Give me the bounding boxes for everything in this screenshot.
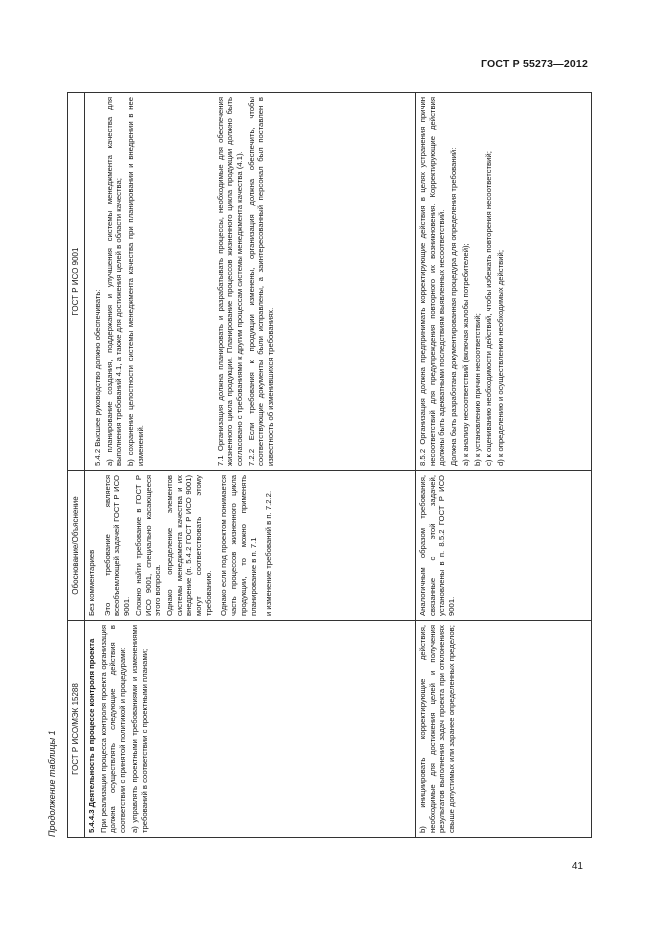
cell-rationale xyxy=(85,471,416,621)
paragraph: Это требование является всеобъемлющей задачей ГОСТ Р ИСО 9001. xyxy=(102,475,132,616)
cell-rationale xyxy=(416,471,592,621)
list-item: c) к оцениванию необходимости действий, чтобы избежать повторения несоответствий; xyxy=(484,151,494,466)
paragraph: 5.4.2 Высшее руководство должно обеспечивать: xyxy=(93,289,102,466)
column-header-rationale: Обоснование/Объяснение xyxy=(68,471,85,621)
cell-iso9001 xyxy=(85,93,416,471)
table-row xyxy=(416,93,592,838)
list-item: b) к установлению причин несоответствий; xyxy=(472,313,482,466)
cell-iso15288 xyxy=(85,621,416,838)
paragraph: b) инициировать корректирующие действия, необходимые для достижения целей и получения результатов выполнения задач проекта при отклонениях свыше допустимых или заранее определенных пределов; xyxy=(418,625,457,833)
paragraph: При реализации процесса контроля проекта организация должна осуществлять следующие действия в соответствии с принятой политикой и процедурами: xyxy=(98,625,128,833)
paragraph: a) планирование создания, поддержания и улучшения системы менеджмента качества для выполнения требований 4.1, а также для достижения целей в области качества; xyxy=(104,97,124,466)
paragraph: Должна быть разработана документированная процедура для определения требований: xyxy=(449,147,459,466)
cell-iso15288 xyxy=(416,621,592,838)
comparison-table xyxy=(67,92,592,838)
paragraph: Однако определение элементов системы менеджмента качества и их внедрение (п. 5.4.2 ГОСТ Р ИСО 9001) могут соответствовать этому требованию. xyxy=(164,475,213,616)
column-header-iso15288: ГОСТ Р ИСО/МЭК 15288 xyxy=(68,621,85,838)
paragraph: Однако если под проектом понимается часть процессов жизненного цикла продукции, то можно применять планирование в п. 7.1 xyxy=(219,475,258,616)
paragraph: Аналогичным образом требования, связанные с этой задачей, установлены в п. 8.5.2 ГОСТ Р ИСО 9001. xyxy=(418,475,457,616)
list-item: d) к определению и осуществлению необходимых действий; xyxy=(495,250,505,466)
list-item: a) к анализу несоответствий (включая жалобы потребителей); xyxy=(460,243,470,466)
table-caption: Продолжение таблицы 1 xyxy=(47,730,57,837)
page-number: 41 xyxy=(571,861,583,872)
paragraph: Без комментариев xyxy=(87,549,96,616)
paragraph: 7.2.2 Если требования к продукции изменены, организация должна обеспечить, чтобы соответствующие документы были исправлены, а заинтересованный персонал был поставлен в известность об изменившихся требованиях. xyxy=(246,97,276,466)
section-heading: 5.4.4.3 Деятельность в процессе контроля проекта xyxy=(87,638,96,833)
column-header-iso9001: ГОСТ Р ИСО 9001 xyxy=(68,93,85,471)
standard-designation: ГОСТ Р 55273—2012 xyxy=(480,58,588,70)
paragraph: и изменение требований в п. 7.2.2. xyxy=(264,490,274,616)
table-header-row xyxy=(68,93,85,838)
cell-iso9001 xyxy=(416,93,592,471)
paragraph: 7.1 Организация должна планировать и разрабатывать процессы, необходимые для обеспечения жизненного цикла продукции. Планирование процессов жизненного цикла продукции должно быть согласовано с требованиями к другим процессам системы менеджмента качества (4.1). xyxy=(215,97,244,466)
table-row xyxy=(85,93,416,838)
rotated-table-block xyxy=(47,93,592,838)
paragraph: Сложно найти требование в ГОСТ Р ИСО 9001, специально касающееся этого вопроса. xyxy=(133,475,163,616)
paragraph: a) управлять проектными требованиями и изменениями требований в соответствии с проектными планами; xyxy=(129,625,149,833)
paragraph: 8.5.2 Организация должна предпринимать корректирующие действия в целях устранения причин несоответствий для предупреждения повторного их возникновения. Корректирующие действия должны быть адекватными последствиям выявленных несоответствий. xyxy=(418,97,447,466)
paragraph: b) сохранение целостности системы менеджмента качества при планировании и внедрении в нее изменений. xyxy=(126,97,145,466)
